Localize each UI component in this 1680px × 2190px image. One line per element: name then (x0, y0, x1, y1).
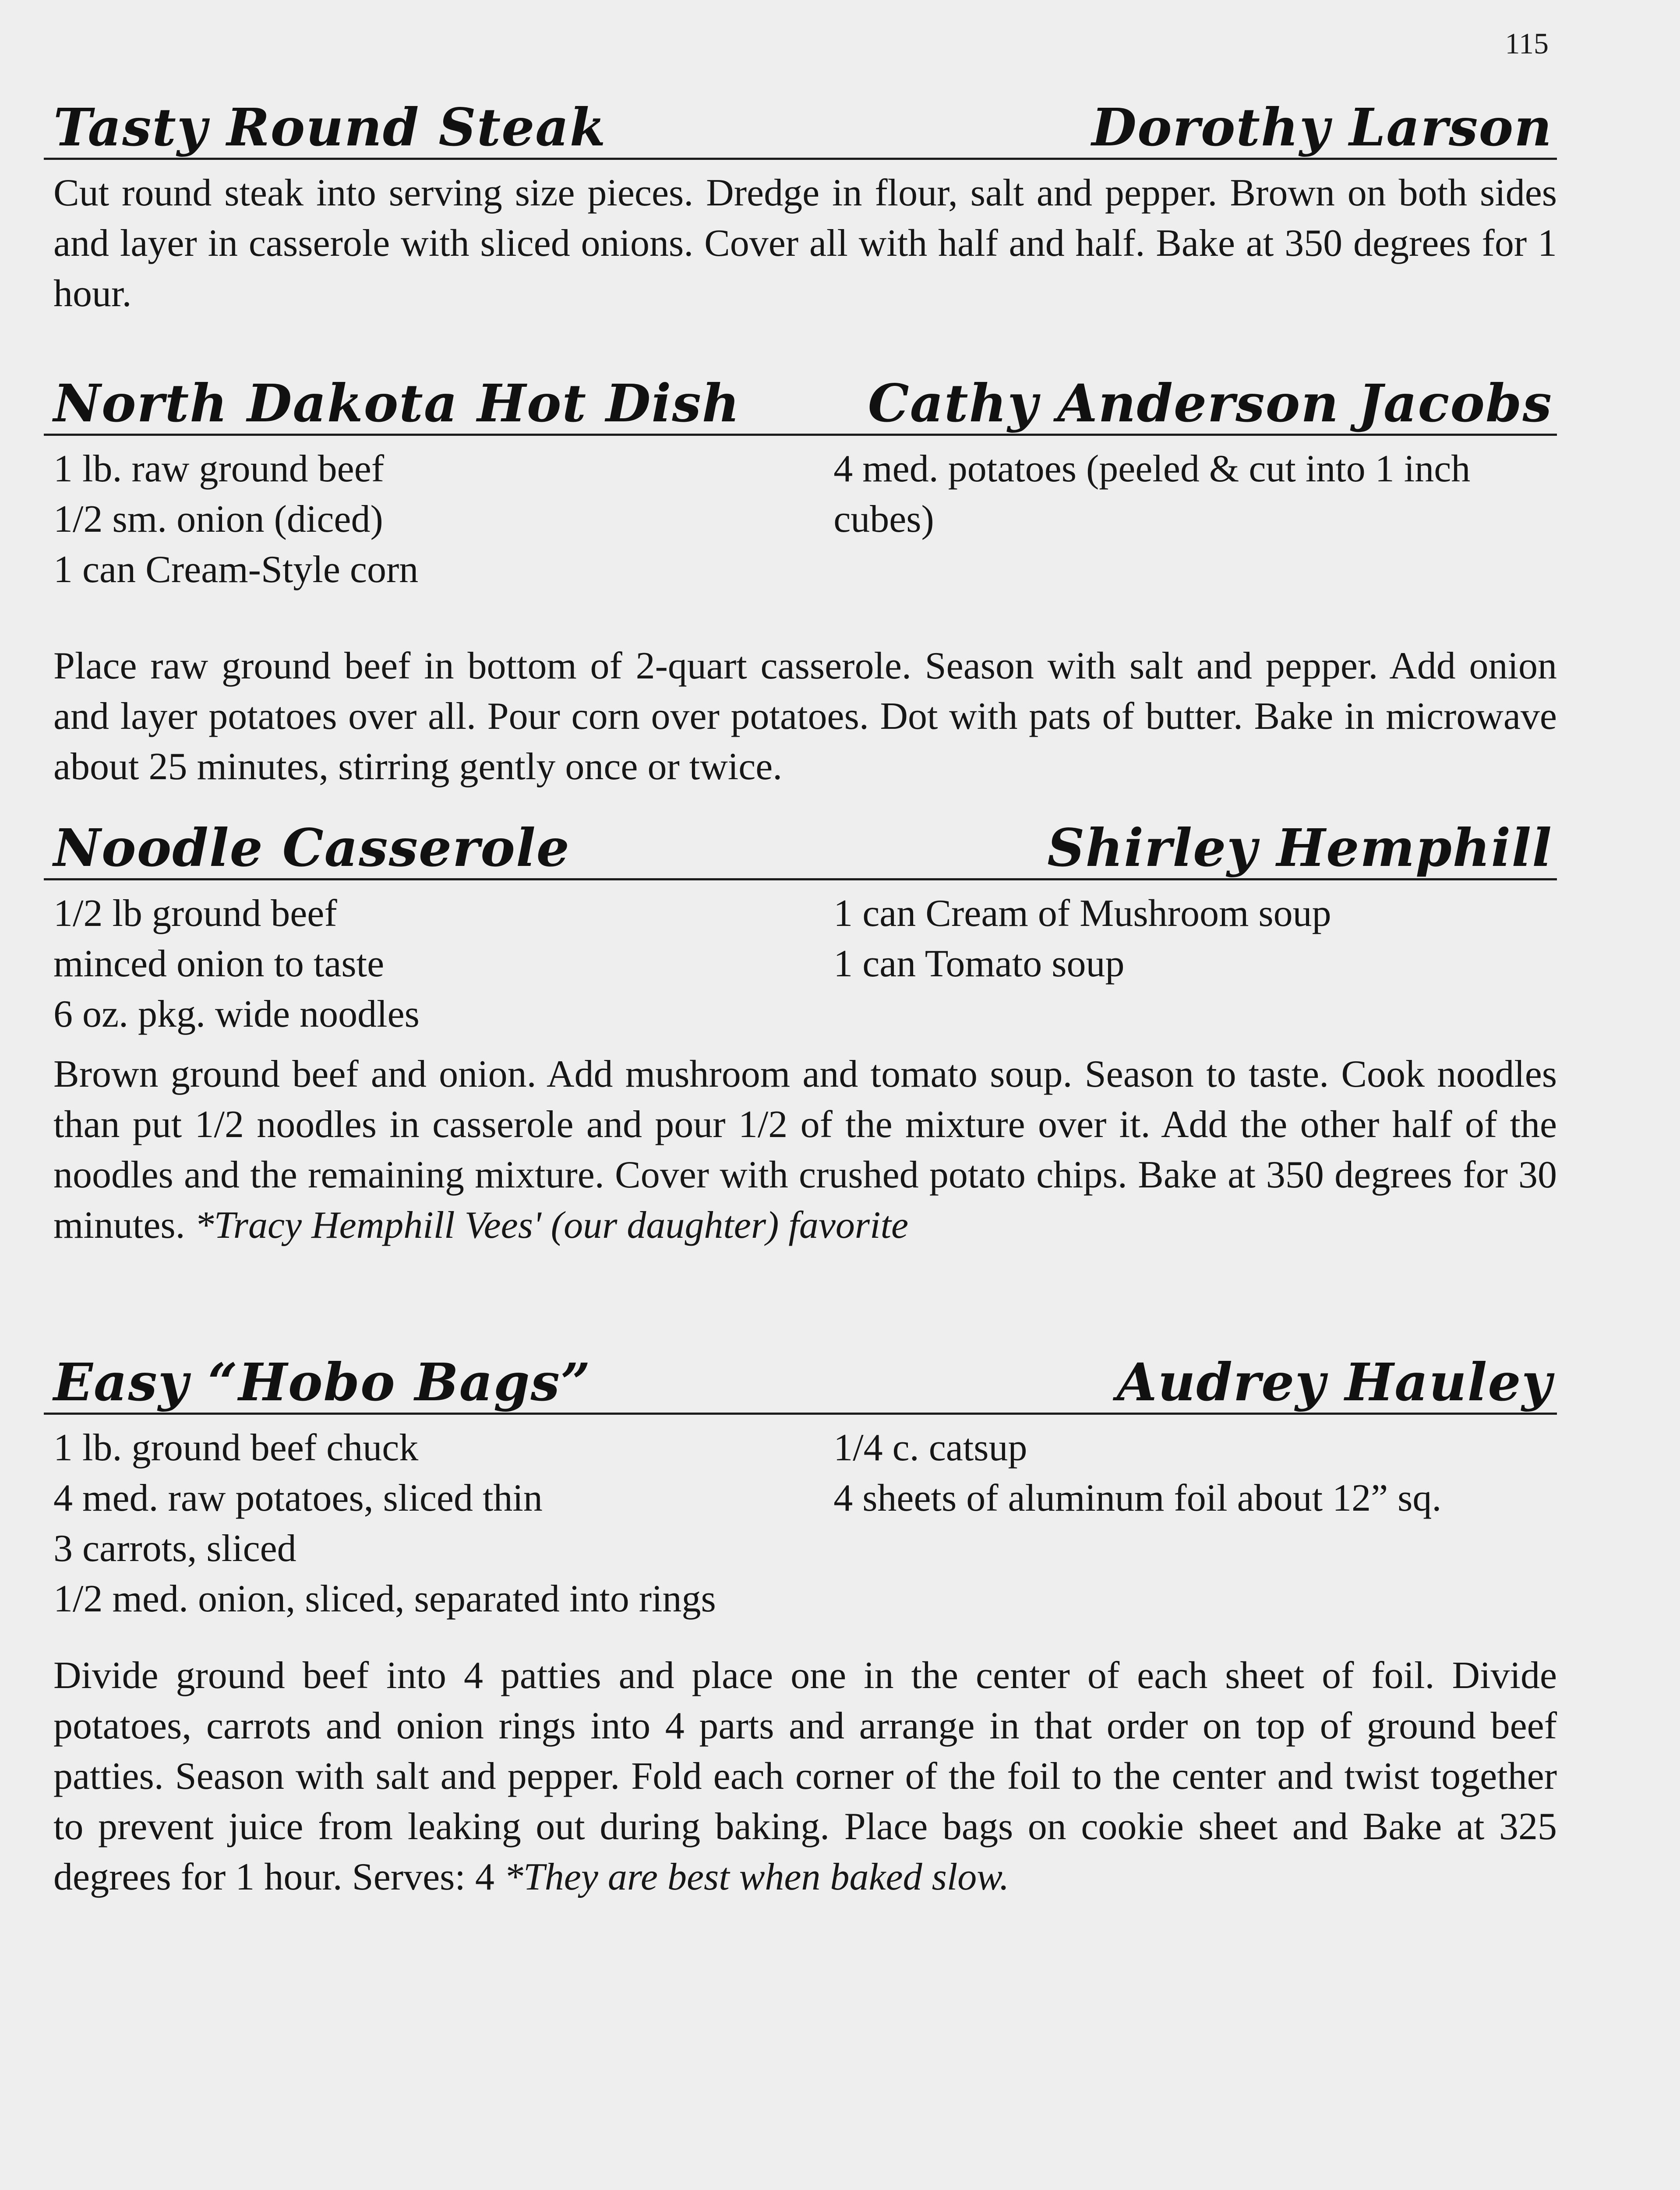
recipe-north-dakota-hot-dish (44, 361, 1557, 792)
ingredient-list (53, 444, 1557, 595)
recipe-title: North Dakota Hot Dish (53, 373, 741, 434)
ingredient-column-right (833, 1423, 1557, 1624)
ingredient-item: 4 sheets of aluminum foil about 12” sq. (833, 1477, 1442, 1519)
ingredient-item: 4 med. raw potatoes, sliced thin (53, 1477, 543, 1519)
recipe-instructions: Place raw ground beef in bottom of 2-quart casserole. Season with salt and pepper. Add onion and layer potatoes over all. Pour corn over potatoes. Dot with pats of butter. Bake in microwave about 25 minutes, stirring gently once or twice. (53, 645, 1557, 788)
ingredient-item: 1 lb. raw ground beef (53, 448, 385, 490)
ingredient-column-left (53, 444, 833, 595)
recipe-noodle-casserole (44, 806, 1557, 1250)
ingredient-item: 1 can Cream of Mushroom soup (833, 892, 1331, 935)
recipe-instructions: Divide ground beef into 4 patties and place one in the center of each sheet of foil. Divide potatoes, carrots and onion rings into 4 parts and arrange in that order on top of ground beef patties. Season with salt and pepper. Fold each corner of the foil to the center and twist together to prevent juice from leaking out during baking. Place bags on cookie sheet and Bake at 325 degrees for 1 hour. Serves: 4 *They are best when baked slow. (53, 1654, 1557, 1898)
recipe-header (44, 85, 1557, 160)
recipe-easy-hobo-bags (44, 1340, 1557, 1902)
ingredient-column-left (53, 888, 833, 1039)
recipe-header (44, 806, 1557, 880)
recipe-header (44, 361, 1557, 436)
ingredient-item: 1/2 lb ground beef (53, 892, 337, 935)
recipe-note: *They are best when baked slow. (504, 1856, 1009, 1898)
ingredient-column-left (53, 1423, 833, 1624)
ingredient-item: 1/4 c. catsup (833, 1427, 1027, 1469)
ingredient-item: 1/2 med. onion, sliced, separated into rings (53, 1578, 716, 1620)
recipe-author: Audrey Hauley (1117, 1352, 1553, 1413)
ingredient-item: 4 med. potatoes (peeled & cut into 1 inch cubes) (833, 448, 1471, 540)
recipe-author: Shirley Hemphill (1047, 817, 1553, 878)
ingredient-item: minced onion to taste (53, 943, 385, 985)
recipe-author: Cathy Anderson Jacobs (868, 373, 1553, 434)
ingredient-column-right (833, 444, 1557, 595)
recipe-title: Noodle Casserole (53, 817, 570, 878)
recipe-title: Tasty Round Steak (53, 97, 607, 158)
ingredient-list (53, 1423, 1557, 1624)
recipe-note: *Tracy Hemphill Vees' (our daughter) favorite (194, 1204, 909, 1247)
recipe-title: Easy “Hobo Bags” (53, 1352, 591, 1413)
recipe-tasty-round-steak (44, 85, 1557, 319)
ingredient-item: 1 can Tomato soup (833, 943, 1125, 985)
ingredient-item: 3 carrots, sliced (53, 1527, 296, 1570)
ingredient-item: 1/2 sm. onion (diced) (53, 498, 383, 540)
recipe-header (44, 1340, 1557, 1415)
ingredient-column-right (833, 888, 1557, 1039)
ingredient-list (53, 888, 1557, 1039)
recipe-instructions: Brown ground beef and onion. Add mushroom and tomato soup. Season to taste. Cook noodles than put 1/2 noodles in casserole and pour 1/2 of the mixture over it. Add the other half of the noodles and the remaining mixture. Cover with crushed potato chips. Bake at 350 degrees for 30 minutes. *Tracy Hemphill Vees' (our daughter) favorite (53, 1053, 1557, 1247)
page-number: 115 (1505, 27, 1549, 60)
ingredient-item: 1 lb. ground beef chuck (53, 1427, 419, 1469)
ingredient-item: 6 oz. pkg. wide noodles (53, 993, 420, 1035)
ingredient-item: 1 can Cream-Style corn (53, 548, 419, 591)
recipe-instructions: Cut round steak into serving size pieces. Dredge in flour, salt and pepper. Brown on both sides and layer in casserole with sliced onions. Cover all with half and half. Bake at 350 degrees for 1 hour. (53, 172, 1557, 315)
recipe-author: Dorothy Larson (1091, 97, 1553, 158)
